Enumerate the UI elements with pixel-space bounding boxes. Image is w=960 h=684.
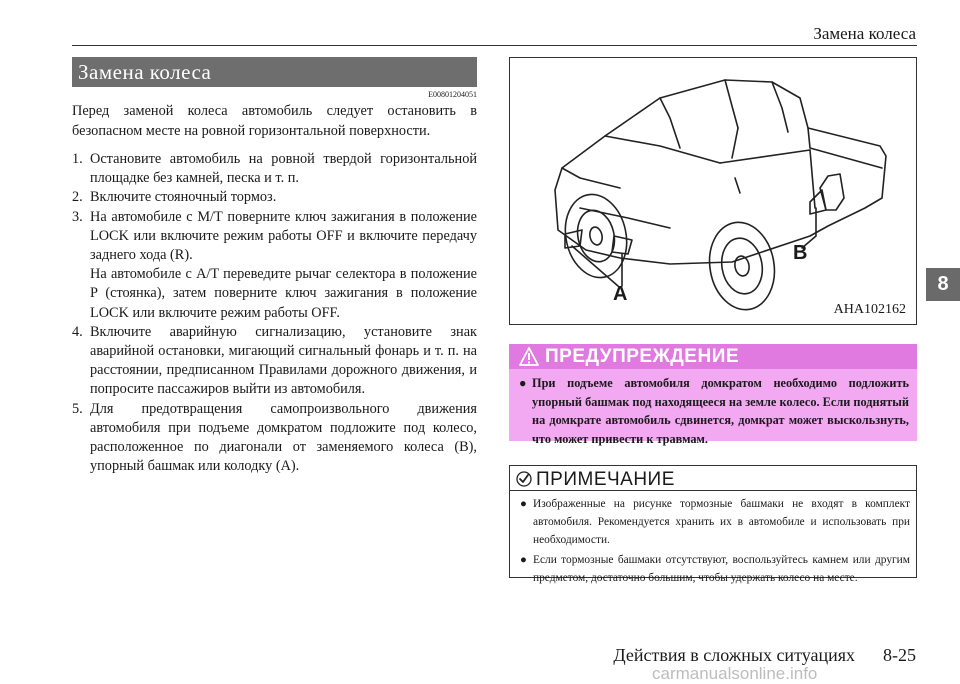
note-check-icon	[516, 471, 532, 487]
step-item	[72, 150, 477, 188]
bullet-icon: ●	[520, 554, 527, 567]
warning-item-text: При подъеме автомобиля домкратом необходимо подложить упорный башмак под находящееся на земле колесо. Если поднятый на домкрате автомобиль сдвинется, домкрат может выскользнуть, что может привести к травмам.	[532, 376, 909, 446]
callout-b-label: B	[793, 242, 808, 264]
step-text: Остановите автомобиль на ровной твердой горизонтальной площадке без камней, песка и т. п.	[90, 151, 477, 187]
section-doc-code: E00801204051	[428, 90, 477, 99]
step-item	[72, 323, 477, 400]
step-number: 5.	[72, 400, 83, 417]
step-text: На автомобиле с М/Т поверните ключ зажигания в положение LOCK или включите режим работы OFF и включите передачу заднего хода (R).	[90, 208, 477, 264]
intro-paragraph: Перед заменой колеса автомобиль следует остановить в безопасном месте на ровной горизонтальной поверхности.	[72, 103, 477, 139]
note-body	[520, 496, 910, 588]
step-text: Для предотвращения самопроизвольного движения автомобиля при подъеме домкратом подложите под колесо, расположенное по диагонали от заменяемого колеса (B), упорный башмак или колодку (A).	[90, 400, 477, 475]
note-title: ПРИМЕЧАНИЕ	[510, 466, 916, 491]
callout-a-label: A	[613, 283, 628, 305]
chapter-tab: 8	[926, 268, 960, 301]
step-number: 4.	[72, 323, 83, 340]
footer-section-title: Действия в сложных ситуациях	[613, 645, 855, 665]
step-number: 1.	[72, 151, 83, 167]
section-title: Замена колеса	[72, 57, 477, 87]
page-footer	[613, 645, 916, 666]
page-number: 8-25	[883, 645, 916, 665]
note-item-text: Изображенные на рисунке тормозные башмаки не входят в комплект автомобиля. Рекомендуется хранить их в автомобиле и использовать при необходимости.	[533, 498, 910, 546]
step-number: 3.	[72, 208, 83, 225]
note-box	[509, 465, 917, 585]
warning-body	[519, 374, 909, 448]
warning-title: ПРЕДУПРЕЖДЕНИЕ	[509, 344, 917, 369]
warning-triangle-icon	[519, 347, 539, 366]
step-item	[72, 400, 477, 477]
truck-drawing	[510, 58, 916, 324]
header-rule	[72, 45, 917, 46]
steps-list	[72, 150, 477, 476]
figure-code: AHA102162	[833, 302, 906, 317]
watermark: carmanualsonline.info	[652, 664, 818, 683]
step-number: 2.	[72, 189, 83, 206]
step-text: Включите аварийную сигнализацию, установите знак аварийной остановки, мигающий сигнальный фонарь и т. п. на расстоянии, предписанном Правилами дорожного движения, и попросите пассажиров выйти из автомобиля.	[90, 323, 477, 398]
bullet-icon: ●	[519, 376, 527, 390]
note-item	[520, 552, 910, 588]
step-item	[72, 208, 477, 323]
bullet-icon: ●	[520, 498, 527, 510]
note-item	[520, 496, 910, 549]
step-text: Включите стояночный тормоз.	[90, 189, 277, 206]
step-item	[72, 188, 477, 207]
running-header: Замена колеса	[813, 24, 916, 43]
note-item-text: Если тормозные башмаки отсутствуют, воспользуйтесь камнем или другим предметом, достаточно большим, чтобы удержать колесо на месте.	[533, 554, 910, 585]
warning-box	[509, 344, 917, 446]
warning-item	[519, 374, 909, 448]
step-continuation: На автомобиле с A/T переведите рычаг селектора в положение P (стоянка), затем поверните ключ зажигания в положение LOCK или включите режим работы OFF.	[90, 266, 477, 321]
wheel-chock-illustration	[509, 57, 917, 325]
